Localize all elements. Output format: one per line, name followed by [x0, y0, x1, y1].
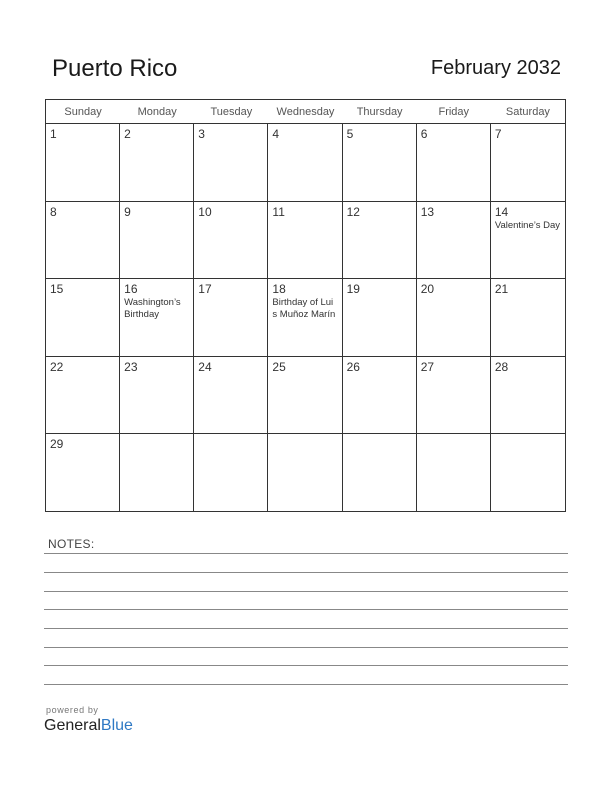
- day-cell: [417, 202, 491, 279]
- weekday-thursday: Thursday: [356, 106, 403, 118]
- weekday-header-row: [46, 100, 565, 124]
- week-row: [46, 279, 565, 357]
- day-number: 29: [50, 437, 64, 452]
- day-cell: [491, 202, 565, 279]
- day-number: 19: [346, 282, 360, 297]
- day-cell: [343, 279, 417, 356]
- day-number: 24: [198, 359, 212, 374]
- day-number: 23: [124, 359, 138, 374]
- day-cell: [417, 279, 491, 356]
- week-row: [46, 434, 565, 512]
- holiday-label: Washington’s Birthday: [124, 297, 181, 321]
- brand-blue: Blue: [100, 717, 133, 734]
- weeks-container: [46, 124, 565, 512]
- day-number: 20: [420, 282, 435, 297]
- week-row: [46, 357, 565, 435]
- day-cell: [343, 434, 417, 512]
- note-line: [44, 591, 568, 592]
- weekday-tuesday: Tuesday: [210, 106, 253, 118]
- day-number: 4: [272, 127, 280, 141]
- week-row: [46, 202, 565, 280]
- day-number: 10: [198, 204, 212, 219]
- day-cell: [268, 279, 342, 356]
- week-row: [46, 124, 565, 202]
- day-cell: [491, 357, 565, 434]
- day-number: 11: [272, 204, 285, 219]
- day-cell: [343, 124, 417, 201]
- weekday-sunday: Sunday: [64, 106, 102, 118]
- day-cell: [417, 124, 491, 201]
- day-cell: [268, 124, 342, 201]
- day-number: 21: [494, 282, 509, 297]
- day-number: 26: [346, 359, 360, 374]
- note-line: [44, 647, 568, 648]
- day-number: 8: [50, 204, 57, 219]
- month-year-title: February 2032: [430, 57, 561, 79]
- day-cell: [343, 202, 417, 279]
- brand-general: General: [44, 717, 101, 734]
- day-cell: [491, 434, 565, 512]
- day-cell: [194, 279, 268, 356]
- day-number: 25: [272, 359, 286, 374]
- day-number: 3: [198, 127, 205, 141]
- generalblue-logo: [44, 717, 133, 735]
- day-cell: [194, 434, 268, 512]
- day-number: 15: [50, 282, 64, 297]
- day-cell: [46, 202, 120, 279]
- day-cell: [120, 434, 194, 512]
- day-cell: [343, 357, 417, 434]
- day-number: 17: [198, 282, 212, 297]
- day-cell: [46, 124, 120, 201]
- weekday-monday: Monday: [137, 106, 177, 118]
- country-title: Puerto Rico: [52, 55, 178, 82]
- day-number: 6: [420, 127, 428, 141]
- day-number: 5: [346, 127, 354, 141]
- notes-label: NOTES:: [48, 537, 95, 551]
- note-line: [44, 628, 568, 629]
- day-cell: [491, 124, 565, 201]
- day-number: 1: [50, 127, 57, 141]
- day-cell: [417, 357, 491, 434]
- day-number: 28: [494, 359, 509, 374]
- note-line: [44, 665, 568, 666]
- day-number: 16: [124, 282, 138, 297]
- day-cell: [417, 434, 491, 512]
- note-line: [44, 572, 568, 573]
- day-cell: [194, 202, 268, 279]
- note-line: [44, 609, 568, 610]
- day-cell: [491, 279, 565, 356]
- day-number: 27: [420, 359, 435, 374]
- calendar-grid: [45, 99, 566, 512]
- day-cell: [194, 124, 268, 201]
- weekday-saturday: Saturday: [505, 106, 550, 118]
- day-number: 2: [124, 127, 131, 141]
- day-cell: [268, 202, 342, 279]
- holiday-label: Birthday of Luis Muñoz Marín: [272, 297, 336, 321]
- powered-by-text: powered by: [46, 705, 99, 715]
- day-number: 9: [124, 204, 131, 219]
- note-line: [44, 553, 568, 554]
- day-cell: [120, 279, 194, 356]
- day-cell: [120, 202, 194, 279]
- weekday-wednesday: Wednesday: [276, 106, 335, 118]
- day-number: 13: [420, 204, 435, 219]
- day-cell: [268, 434, 342, 512]
- day-cell: [120, 357, 194, 434]
- day-cell: [46, 279, 120, 356]
- day-cell: [268, 357, 342, 434]
- day-cell: [194, 357, 268, 434]
- note-line: [44, 684, 568, 685]
- day-number: 7: [494, 127, 502, 141]
- weekday-friday: Friday: [438, 106, 470, 118]
- day-number: 12: [346, 204, 360, 219]
- day-number: 22: [50, 359, 64, 374]
- day-cell: [46, 357, 120, 434]
- day-number: 18: [272, 282, 286, 297]
- holiday-label: Valentine’s Day: [494, 219, 560, 231]
- day-number: 14: [494, 204, 509, 219]
- day-cell: [120, 124, 194, 201]
- day-cell: [46, 434, 120, 512]
